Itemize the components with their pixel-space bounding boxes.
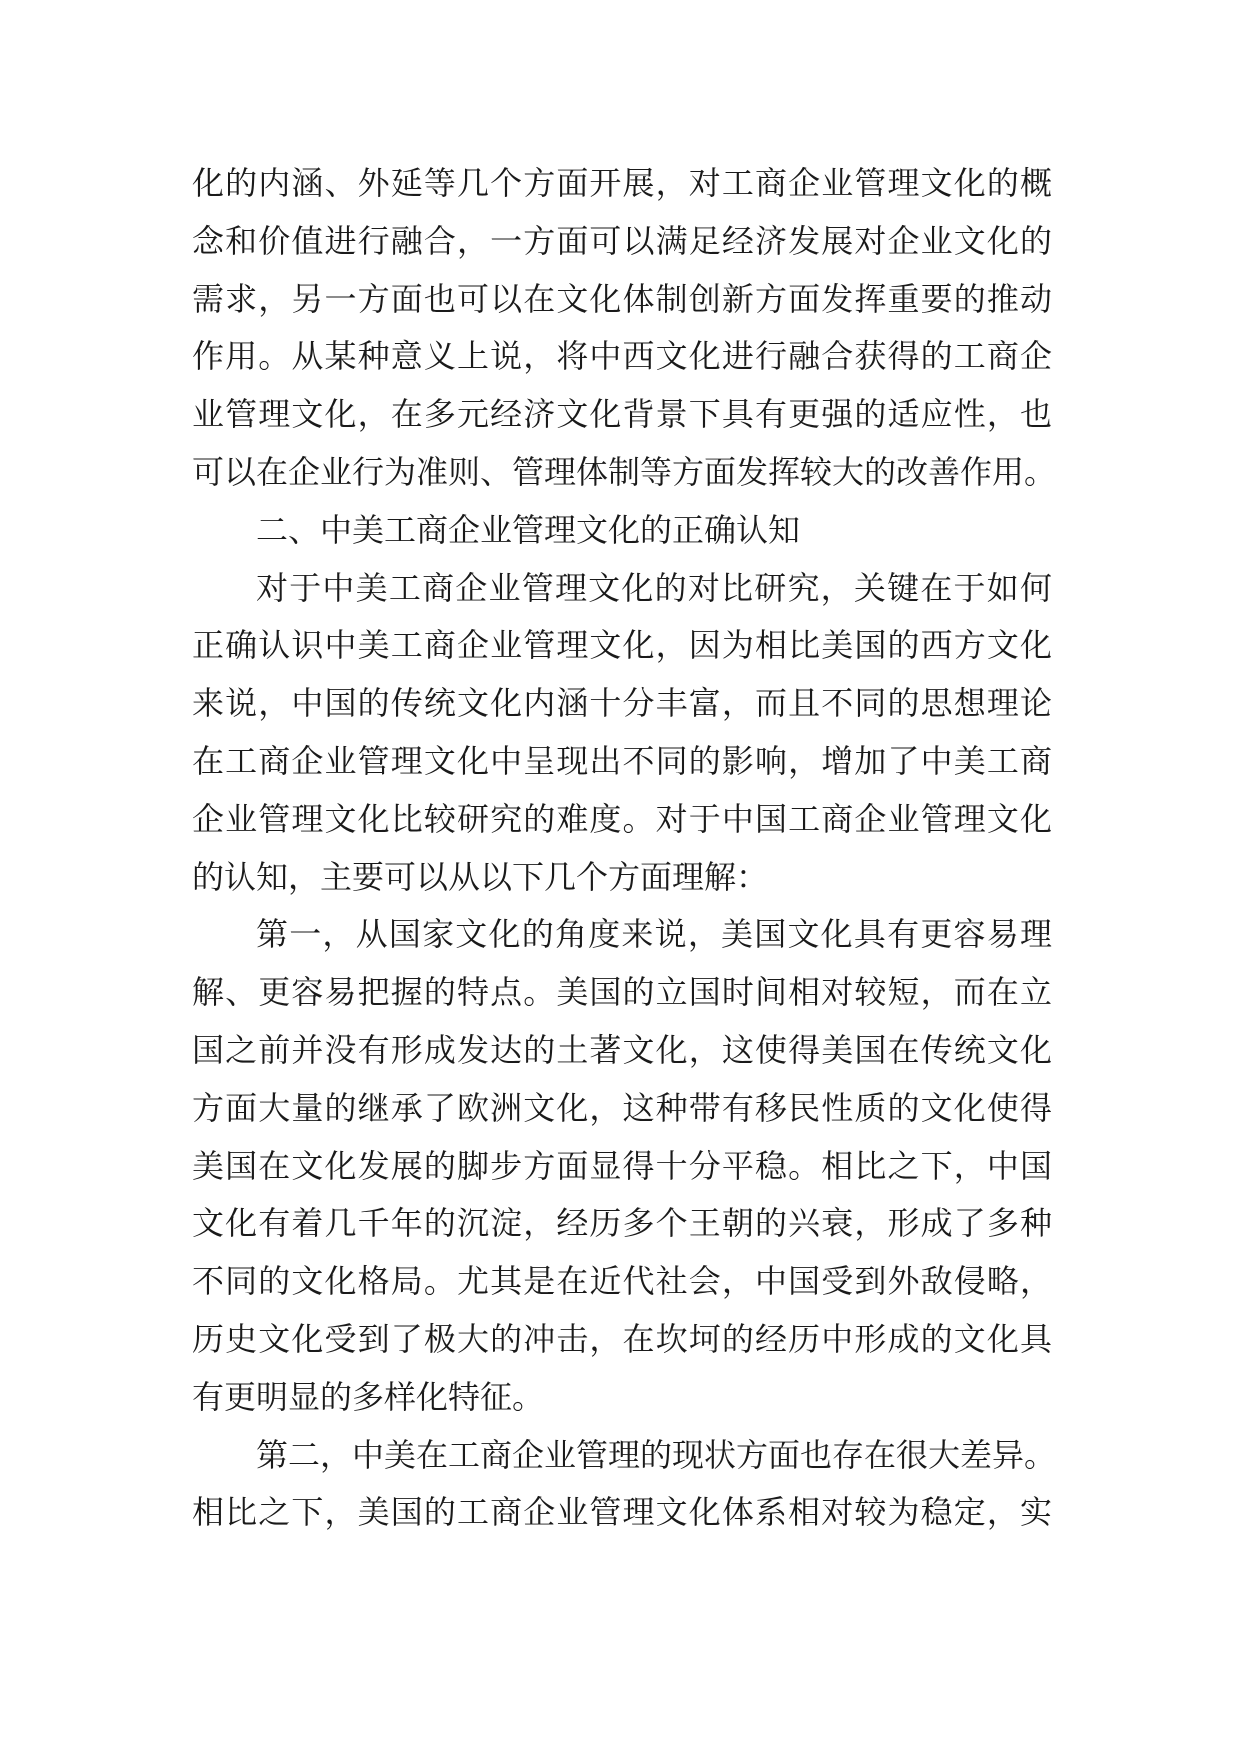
- document-page: [192, 155, 1057, 1542]
- section-heading: 二、中美工商企业管理文化的正确认知: [256, 510, 801, 549]
- body-line: 需求，另一方面也可以在文化体制创新方面发挥重要的推动: [192, 279, 1052, 318]
- body-line: 美国在文化发展的脚步方面显得十分平稳。相比之下，中国: [192, 1146, 1052, 1185]
- body-line: 可以在企业行为准则、管理体制等方面发挥较大的改善作用。: [192, 452, 1057, 491]
- body-line: 业管理文化，在多元经济文化背景下具有更强的适应性，也: [192, 395, 1052, 434]
- body-line: 历史文化受到了极大的冲击，在坎坷的经历中形成的文化具: [192, 1319, 1052, 1358]
- body-line: 化的内涵、外延等几个方面开展，对工商企业管理文化的概: [192, 164, 1052, 202]
- paragraph-first-line: 对于中美工商企业管理文化的对比研究，关键在于如何: [256, 568, 1052, 607]
- body-line: 方面大量的继承了欧洲文化，这种带有移民性质的文化使得: [192, 1088, 1052, 1127]
- body-line: 有更明显的多样化特征。: [192, 1377, 545, 1416]
- body-line: 企业管理文化比较研究的难度。对于中国工商企业管理文化: [192, 799, 1052, 838]
- body-line: 解、更容易把握的特点。美国的立国时间相对较短，而在立: [192, 973, 1052, 1012]
- body-line: 不同的文化格局。尤其是在近代社会，中国受到外敌侵略，: [192, 1262, 1052, 1301]
- body-line: 作用。从某种意义上说，将中西文化进行融合获得的工商企: [192, 337, 1052, 376]
- body-line: 正确认识中美工商企业管理文化，因为相比美国的西方文化: [192, 626, 1052, 665]
- paragraph-first-line: 第二，中美在工商企业管理的现状方面也存在很大差异。: [256, 1435, 1057, 1474]
- body-line: 国之前并没有形成发达的土著文化，这使得美国在传统文化: [192, 1030, 1052, 1069]
- body-line: 文化有着几千年的沉淀，经历多个王朝的兴衰，形成了多种: [192, 1204, 1052, 1243]
- body-line: 相比之下，美国的工商企业管理文化体系相对较为稳定，实: [192, 1493, 1052, 1532]
- body-line: 在工商企业管理文化中呈现出不同的影响，增加了中美工商: [192, 741, 1052, 780]
- paragraph-first-line: 第一，从国家文化的角度来说，美国文化具有更容易理: [256, 915, 1052, 954]
- body-line: 的认知，主要可以从以下几个方面理解：: [192, 857, 769, 896]
- body-line: 念和价值进行融合，一方面可以满足经济发展对企业文化的: [192, 221, 1052, 260]
- body-line: 来说，中国的传统文化内涵十分丰富，而且不同的思想理论: [192, 684, 1052, 723]
